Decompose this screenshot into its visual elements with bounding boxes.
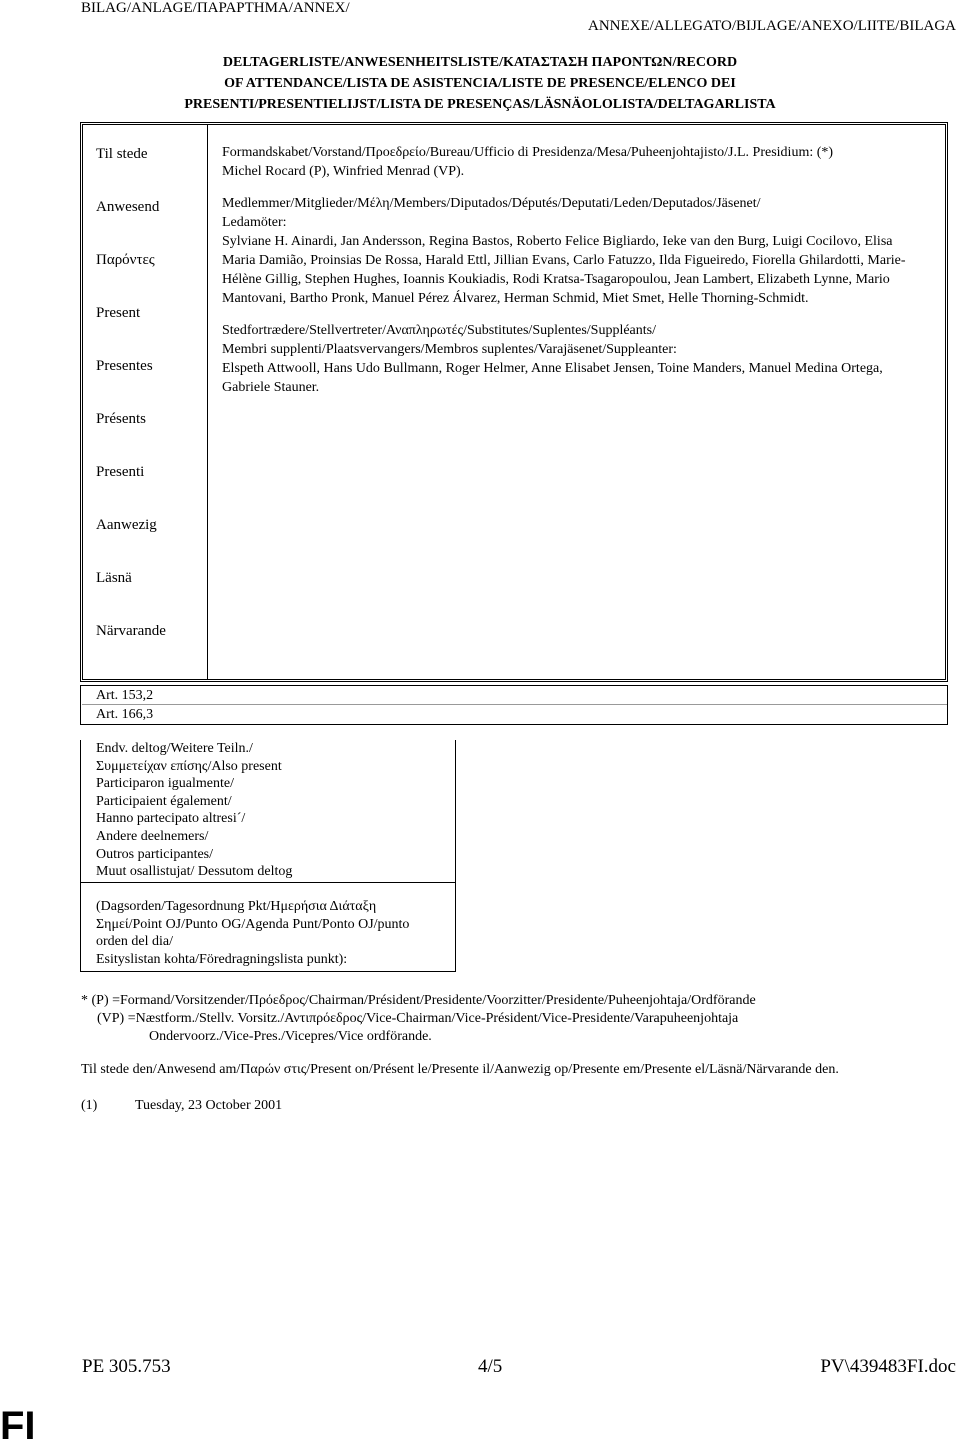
list-item: Andere deelnemers/ [96,828,209,844]
list-item: Συμμετείχαν επίσης/Also present [96,758,282,774]
bureau-block [222,143,922,181]
substitutes-heading-2: Membri supplenti/Plaatsvervangers/Membros suplentes/Varajäsenet/Suppleanter: [222,342,677,357]
substitutes-block [222,321,922,397]
articles-divider [82,704,947,705]
articles-text [96,686,153,724]
attendance-content [222,143,922,410]
header-left: BILAG/ANLAGE/ΠΑΡΑΡΤΗΜΑ/ANNEX/ [81,0,350,16]
footnote-chairman: * (P) =Formand/Vorsitzender/Πρόεδρος/Chairman/Président/Presidente/Voorzitter/Presidente/Puheenjohtaja/Ordförande [81,993,756,1008]
agenda-line: Esityslistan kohta/Föredragningslista punkt): [96,951,348,967]
agenda-point [96,898,451,968]
bureau-names: Michel Rocard (P), Winfried Menrad (VP). [222,164,465,179]
header-right: ANNEXE/ALLEGATO/BIJLAGE/ANEXO/LIITE/BILAGA [588,18,956,34]
column-divider [207,125,208,679]
members-heading: Medlemmer/Mitglieder/Μέλη/Members/Diputados/Députés/Deputati/Leden/Deputados/Jäsenet/ [222,196,761,211]
participants-divider [80,882,456,883]
present-on-line: Til stede den/Anwesend am/Παρών στις/Present on/Présent le/Presente il/Aanwezig op/Presente em/Presente el/Läsnä/Närvarande den. [81,1062,839,1077]
list-item: Participaient également/ [96,793,232,809]
list-item: Endv. deltog/Weitere Teiln./ [96,741,253,756]
label-anwesend: Anwesend [96,199,160,215]
label-lasna: Läsnä [96,570,132,586]
title-line: OF ATTENDANCE/LISTA DE ASISTENCIA/LISTE DE PRESENCE/ELENCO DEI [224,76,736,91]
participants-left-border [80,740,81,972]
bureau-heading: Formandskabet/Vorstand/Προεδρείο/Bureau/Ufficio di Presidenza/Mesa/Puheenjohtajisto/J.L. Presidium: (*) [222,145,834,160]
list-item: Muut osallistujat/ Dessutom deltog [96,864,293,880]
footer-reference: PE 305.753 [82,1356,171,1377]
agenda-line: Σημεί/Point OJ/Punto OG/Agenda Punt/Ponto OJ/punto [96,916,410,932]
agenda-line: orden del dia/ [96,934,173,950]
agenda-line: (Dagsorden/Tagesordnung Pkt/Ημερήσια Διάταξη [96,899,377,914]
articles-box [80,685,948,725]
present-labels [96,141,166,671]
label-aanwezig: Aanwezig [96,517,157,533]
meeting-date [81,1098,282,1114]
participants-bottom-border [80,971,456,972]
participants-right-border [455,740,456,972]
label-present: Present [96,305,141,321]
footer-filename: PV\439483FI.doc [820,1356,956,1377]
members-heading-2: Ledamöter: [222,215,287,230]
title-line: PRESENTI/PRESENTIELIJST/LISTA DE PRESENÇAS/LÄSNÄOLOLISTA/DELTAGARLISTA [184,97,776,112]
label-presenti: Presenti [96,464,145,480]
label-til-stede: Til stede [96,146,148,162]
title-line: DELTAGERLISTE/ANWESENHEITSLISTE/ΚΑΤΑΣΤΑΣΗ ΠΑΡΟΝΤΩΝ/RECORD [222,55,738,70]
label-parontes: Παρόντες [96,252,155,268]
list-item: Hanno partecipato altresi´/ [96,811,246,827]
footnote-vice-chairman-cont: Ondervoorz./Vice-Pres./Vicepres/Vice ordförande. [149,1029,432,1044]
list-item: Participaron igualmente/ [96,776,235,792]
language-code: FI [0,1404,36,1448]
label-presentes: Presentes [96,358,153,374]
also-present-list [96,740,292,881]
label-presents: Présents [96,411,146,427]
article-line: Art. 153,2 [96,688,154,703]
footnote-vice-chairman: (VP) =Næstform./Stellv. Vorsitz./Αντιπρόεδρος/Vice-Chairman/Vice-Président/Vice-Presidente/Varapuheenjohtaja [97,1011,739,1026]
substitutes-heading: Stedfortrædere/Stellvertreter/Αναπληρωτές/Substitutes/Suplentes/Suppléants/ [222,323,656,338]
members-block [222,194,922,308]
date-footnote-number: (1) [81,1098,98,1113]
date-text: Tuesday, 23 October 2001 [135,1098,283,1113]
list-item: Outros participantes/ [96,846,214,862]
label-narvarande: Närvarande [96,623,166,639]
members-names: Sylviane H. Ainardi, Jan Andersson, Regina Bastos, Roberto Felice Bigliardo, Ieke van den Burg, Luigi Cocilovo, Elisa Maria Damião, Proinsias De Rossa, Harald Ettl, Jillian Evans, Carlo Fatuzzo, Ilda Figueiredo, Fiorella Ghilardotti, Marie-Hélène Gillig, Stephen Hughes, Ioannis Koukiadis, Rodi Kratsa-Tsagaropoulou, Jean Lambert, Elizabeth Lynne, Mario Mantovani, Bartho Pronk, Manuel Pérez Álvarez, Herman Schmid, Miet Smet, Helle Thorning-Schmidt. [222,234,906,306]
article-line: Art. 166,3 [96,707,154,722]
footnotes [81,992,756,1046]
substitutes-names: Elspeth Attwooll, Hans Udo Bullmann, Roger Helmer, Anne Elisabet Jensen, Toine Manders, Manuel Medina Ortega, Gabriele Stauner. [222,361,883,395]
document-title [90,52,870,115]
footer-page-number: 4/5 [478,1356,503,1377]
